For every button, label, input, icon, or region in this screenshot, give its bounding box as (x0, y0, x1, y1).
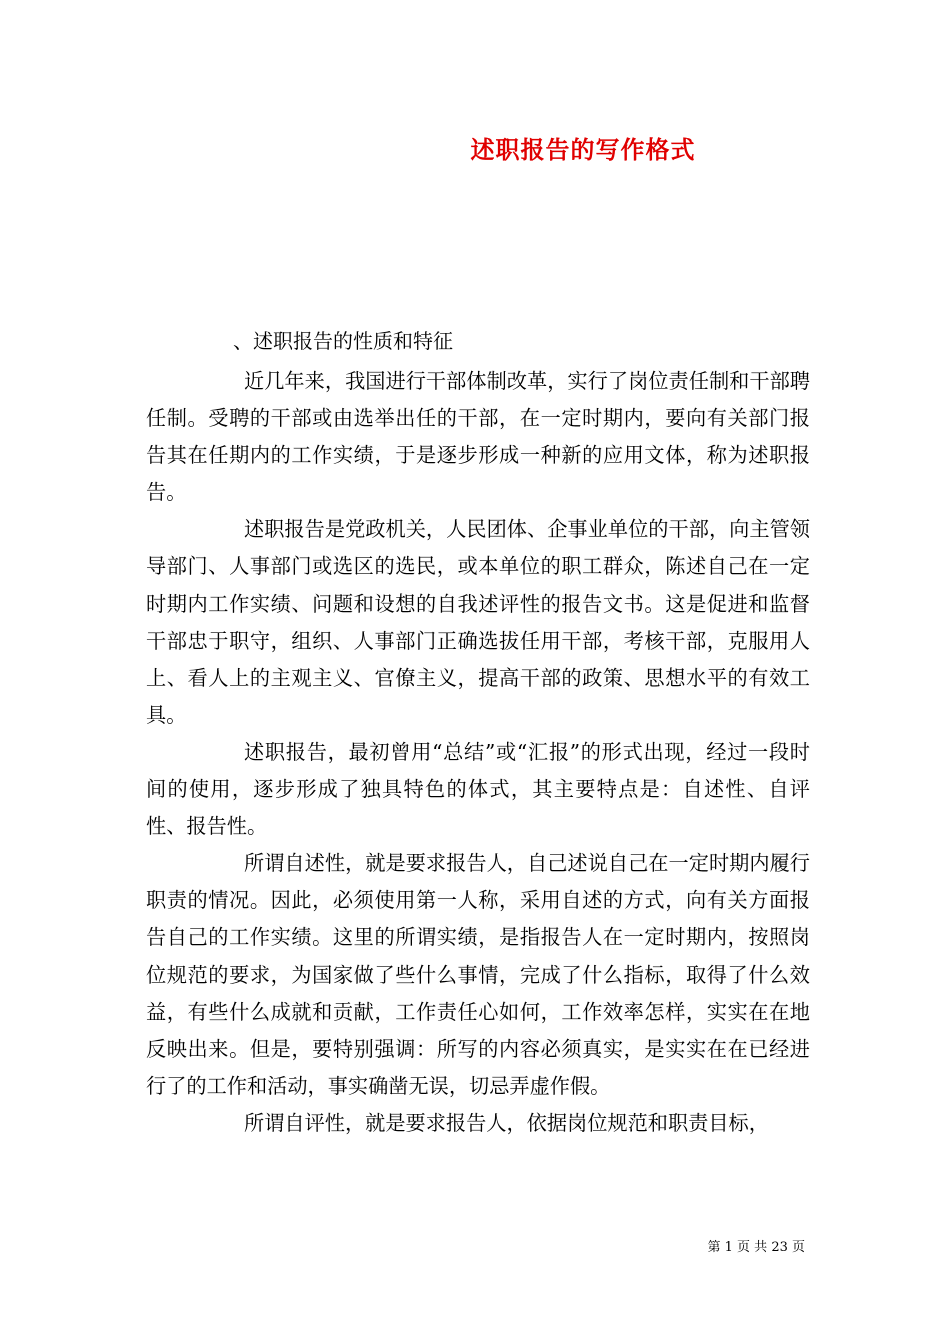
paragraph-2: 述职报告是党政机关，人民团体、企事业单位的干部，向主管领导部门、人事部门或选区的选民，或本单位的职工群众，陈述自己在一定时期内工作实绩、问题和设想的自我述评性的报告文书。这是促进和监督干部忠于职守，组织、人事部门正确选拔任用干部，考核干部，克服用人上、看人上的主观主义、官僚主义，提高干部的政策、思想水平的有效工具。 (146, 517, 810, 727)
paragraph-5: 所谓自评性，就是要求报告人，依据岗位规范和职责目标， (244, 1110, 769, 1135)
paragraph-4: 所谓自述性，就是要求报告人，自己述说自己在一定时期内履行职责的情况。因此，必须使用第一人称，采用自述的方式，向有关方面报告自己的工作实绩。这里的所谓实绩，是指报告人在一定时期内，按照岗位规范的要求，为国家做了些什么事情，完成了什么指标，取得了什么效益，有些什么成就和贡献，工作责任心如何，工作效率怎样，实实在在地反映出来。但是，要特别强调：所写的内容必须真实，是实实在在已经进行了的工作和活动，事实确凿无误，切忌弄虚作假。 (146, 851, 810, 1098)
document-body (146, 363, 810, 1142)
page-number-footer: 第 1 页 共 23 页 (707, 1240, 805, 1255)
paragraph-1: 近几年来，我国进行干部体制改革，实行了岗位责任制和干部聘任制。受聘的干部或由选举出任的干部，在一定时期内，要向有关部门报告其在任期内的工作实绩，于是逐步形成一种新的应用文体，称为述职报告。 (146, 369, 810, 505)
paragraph-3: 述职报告，最初曾用“总结”或“汇报”的形式出现，经过一段时间的使用，逐步形成了独具特色的体式，其主要特点是：自述性、自评性、报告性。 (146, 739, 810, 839)
section-heading: 、述职报告的性质和特征 (233, 329, 453, 353)
document-title: 述职报告的写作格式 (470, 135, 696, 164)
